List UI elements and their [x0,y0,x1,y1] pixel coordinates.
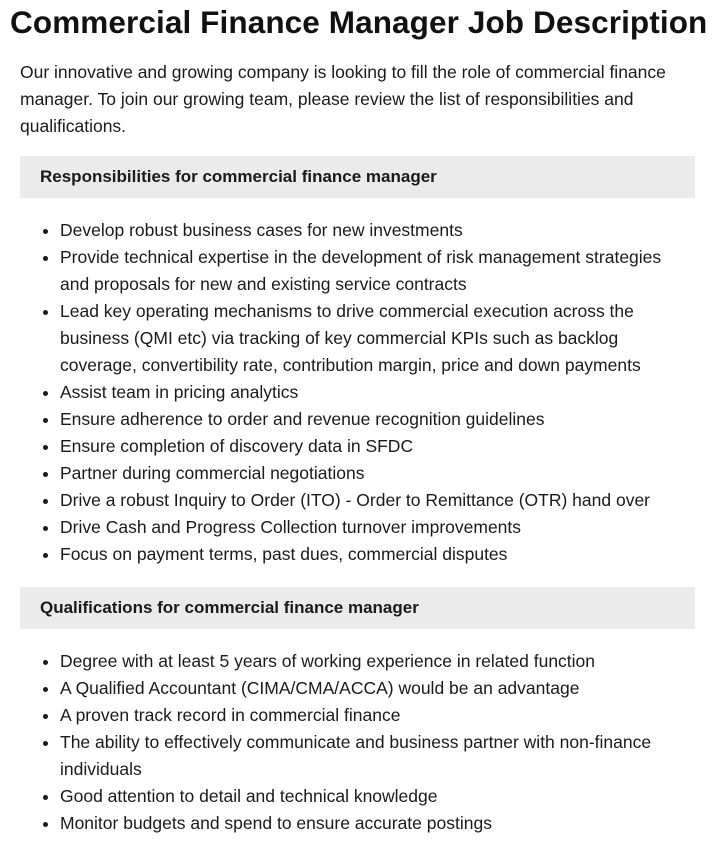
list-item: • Focus on payment terms, past dues, commercial disputes [60,541,690,568]
list-item: • A Qualified Accountant (CIMA/CMA/ACCA) would be an advantage [60,675,690,702]
list-item: • Drive a robust Inquiry to Order (ITO) - Order to Remittance (OTR) hand over [60,487,690,514]
responsibilities-heading: Responsibilities for commercial finance manager [20,156,695,198]
qualifications-heading: Qualifications for commercial finance manager [20,587,695,629]
list-item: • Degree with at least 5 years of working experience in related function [60,648,690,675]
list-item: • Develop robust business cases for new investments [60,217,690,244]
list-item: • Drive Cash and Progress Collection turnover improvements [60,514,690,541]
list-item: • Good attention to detail and technical knowledge [60,783,690,810]
list-item: • Ensure completion of discovery data in SFDC [60,433,690,460]
list-item: • Partner during commercial negotiations [60,460,690,487]
list-item: • Provide technical expertise in the development of risk management strategies and proposals for new and existing service contracts [60,244,690,298]
list-item: • The ability to effectively communicate and business partner with non-finance individuals [60,729,690,783]
list-item: • A proven track record in commercial finance [60,702,690,729]
qualifications-list [20,648,690,837]
intro-paragraph: Our innovative and growing company is looking to fill the role of commercial finance manager. To join our growing team, please review the list of responsibilities and qualifications. [20,62,666,136]
list-item: • Monitor budgets and spend to ensure accurate postings [60,810,690,837]
list-item: • Ensure adherence to order and revenue recognition guidelines [60,406,690,433]
list-item: • Assist team in pricing analytics [60,379,690,406]
list-item: • Lead key operating mechanisms to drive commercial execution across the business (QMI etc) via tracking of key commercial KPIs such as backlog coverage, convertibility rate, contribution margin, price and down payments [60,298,690,379]
page-title: Commercial Finance Manager Job Description [10,4,708,40]
responsibilities-list [20,217,690,568]
